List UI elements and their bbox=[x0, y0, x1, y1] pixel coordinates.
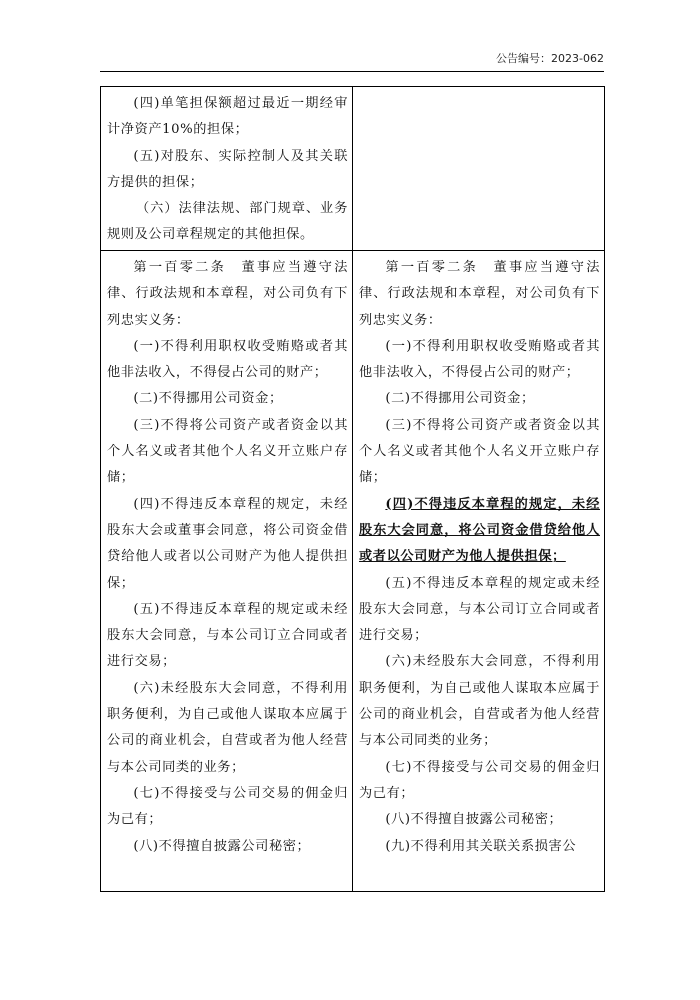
amended-clause bbox=[359, 492, 600, 571]
article-heading: 第一百零二条 董事应当遵守法律、行政法规和本章程，对公司负有下列忠实义务： bbox=[107, 260, 348, 328]
table-row bbox=[101, 251, 605, 892]
original-text-cell bbox=[101, 251, 353, 892]
clause-item: (七)不得接受与公司交易的佣金归为己有； bbox=[107, 785, 348, 828]
clause-item: (二)不得挪用公司资金； bbox=[133, 391, 283, 407]
table-row bbox=[101, 87, 605, 251]
clause-item: (九)不得利用其关联关系损害公 bbox=[385, 838, 577, 854]
clause-item: (一)不得利用职权收受贿赂或者其他非法收入，不得侵占公司的财产； bbox=[359, 338, 600, 381]
clause-item: (二)不得挪用公司资金； bbox=[385, 391, 535, 407]
clause-item: (三)不得将公司资产或者资金以其个人名义或者其他个人名义开立账户存储； bbox=[359, 417, 600, 486]
revised-text-cell bbox=[353, 87, 605, 251]
article-heading: 第一百零二条 董事应当遵守法律、行政法规和本章程，对公司负有下列忠实义务： bbox=[359, 260, 600, 328]
clause-item: (一)不得利用职权收受贿赂或者其他非法收入，不得侵占公司的财产； bbox=[107, 338, 348, 381]
clause-item: (八)不得擅自披露公司秘密； bbox=[385, 812, 563, 828]
clause-item: (三)不得将公司资产或者资金以其个人名义或者其他个人名义开立账户存储； bbox=[107, 417, 348, 486]
clause-item: (八)不得擅自披露公司秘密； bbox=[133, 838, 311, 854]
clause-item: (六)未经股东大会同意，不得利用职务便利，为自己或他人谋取本应属于公司的商业机会，自营或者为他人经营与本公司同类的业务； bbox=[107, 680, 348, 775]
announcement-code: 公告编号：2023-062 bbox=[496, 52, 604, 65]
clause-item: (五)对股东、实际控制人及其关联方提供的担保； bbox=[107, 148, 348, 190]
clause-item: （六）法律法规、部门规章、业务规则及公司章程规定的其他担保。 bbox=[107, 201, 348, 243]
clause-item: (六)未经股东大会同意，不得利用职务便利，为自己或他人谋取本应属于公司的商业机会，自营或者为他人经营与本公司同类的业务； bbox=[359, 654, 600, 749]
clause-item: (七)不得接受与公司交易的佣金归为己有； bbox=[359, 759, 600, 801]
clause-item: (四)单笔担保额超过最近一期经审计净资产10%的担保； bbox=[107, 96, 348, 138]
header-divider bbox=[100, 71, 604, 72]
comparison-table bbox=[100, 86, 605, 892]
clause-item: (五)不得违反本章程的规定或未经股东大会同意，与本公司订立合同或者进行交易； bbox=[359, 575, 600, 644]
revised-text-cell bbox=[353, 251, 605, 892]
clause-item: (四)不得违反本章程的规定，未经股东大会或董事会同意，将公司资金借贷给他人或者以公司财产为他人提供担保； bbox=[107, 496, 348, 591]
clause-item: (五)不得违反本章程的规定或未经股东大会同意，与本公司订立合同或者进行交易； bbox=[107, 601, 348, 670]
original-text-cell bbox=[101, 87, 353, 251]
amended-text: (四)不得违反本章程的规定，未经股东大会同意，将公司资金借贷给他人或者以公司财产为他人提供担保； bbox=[359, 496, 600, 565]
